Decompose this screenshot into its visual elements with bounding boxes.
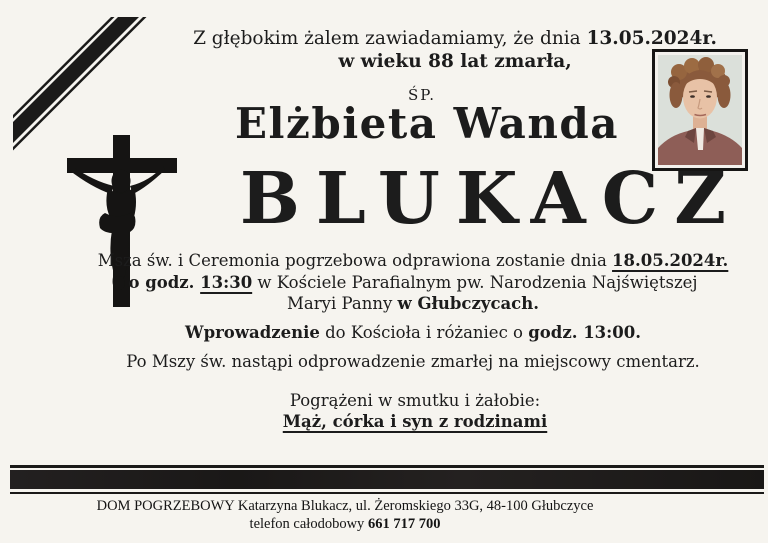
deceased-first-names: Elżbieta Wanda: [235, 99, 619, 148]
funeral-home-address: DOM POGRZEBOWY Katarzyna Blukacz, ul. Żeromskiego 33G, 48-100 Głubczyce: [96, 498, 594, 514]
town-name: w Głubczycach.: [397, 294, 539, 313]
death-date: 13.05.2024r.: [586, 28, 717, 49]
rosary-time: godz. 13:00.: [528, 323, 641, 342]
church-text-line2: Maryi Panny: [287, 294, 398, 313]
sp-abbreviation: ŚP.: [407, 86, 437, 104]
mourners-paragraph: [31, 390, 768, 432]
grief-line: Pogrążeni w smutku i żałobie:: [289, 391, 541, 410]
divider-thin-line-top: [10, 465, 764, 468]
phone-label: telefon całodobowy: [249, 515, 368, 532]
funeral-home-footer: [0, 498, 729, 533]
church-text: w Kościele Parafialnym pw. Narodzenia Najświętszej: [252, 272, 698, 292]
mass-details-paragraph: [29, 250, 768, 315]
divider-thin-line-bottom: [10, 492, 764, 495]
introduction-text: do Kościoła i różaniec o: [319, 323, 529, 342]
introduction-label: Wprowadzenie: [185, 323, 320, 342]
family-line: Mąż, córka i syn z rodzinami: [282, 412, 548, 431]
mass-time-prefix: o godz.: [128, 272, 201, 292]
phone-number: 661 717 700: [367, 515, 441, 532]
mass-intro-text: Msza św. i Ceremonia pogrzebowa odprawiona zostanie dnia: [97, 251, 613, 270]
announcement-intro-text: Z głębokim żalem zawiadamiamy, że dnia: [193, 28, 587, 49]
announcement-line: [71, 27, 768, 50]
age-line: w wieku 88 lat zmarła,: [338, 51, 572, 72]
introduction-paragraph: [29, 322, 768, 343]
procession-paragraph: Po Mszy św. nastąpi odprowadzenie zmarłej na miejscowy cmentarz.: [126, 352, 700, 371]
announcement-header: [71, 27, 768, 73]
deceased-surname: BLUKACZ: [239, 156, 743, 240]
mass-time: 13:30: [200, 272, 253, 292]
divider-thick-band: [10, 470, 764, 489]
mourning-stripes-divider: [10, 465, 764, 494]
mass-date: 18.05.2024r.: [612, 251, 729, 270]
phone-line: [0, 516, 729, 534]
